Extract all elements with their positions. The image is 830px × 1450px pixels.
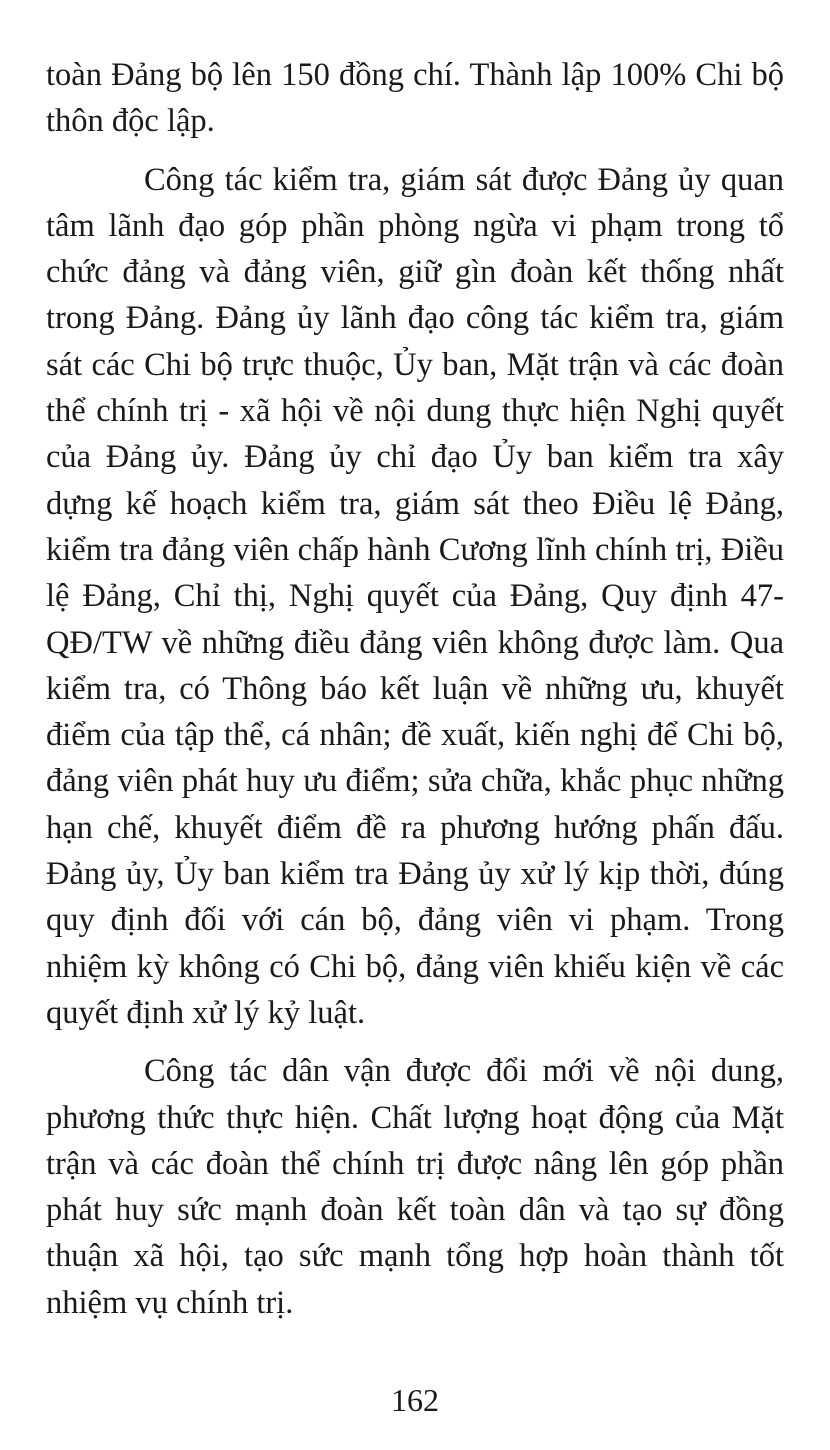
page-body — [46, 52, 784, 1326]
paragraph-mass-mobilization: Công tác dân vận được đổi mới về nội dung, phương thức thực hiện. Chất lượng hoạt động của Mặt trận và các đoàn thể chính trị được nâng lên góp phần phát huy sức mạnh đoàn kết toàn dân và tạo sự đồng thuận xã hội, tạo sức mạnh tổng hợp hoàn thành tốt nhiệm vụ chính trị. — [46, 1053, 784, 1321]
paragraph-continuation: toàn Đảng bộ lên 150 đồng chí. Thành lập 100% Chi bộ thôn độc lập. — [46, 57, 784, 140]
page-number: 162 — [391, 1382, 439, 1418]
paragraph-inspection: Công tác kiểm tra, giám sát được Đảng ủy quan tâm lãnh đạo góp phần phòng ngừa vi phạm trong tổ chức đảng và đảng viên, giữ gìn đoàn kết thống nhất trong Đảng. Đảng ủy lãnh đạo công tác kiểm tra, giám sát các Chi bộ trực thuộc, Ủy ban, Mặt trận và các đoàn thể chính trị - xã hội về nội dung thực hiện Nghị quyết của Đảng ủy. Đảng ủy chỉ đạo Ủy ban kiểm tra xây dựng kế hoạch kiểm tra, giám sát theo Điều lệ Đảng, kiểm tra đảng viên chấp hành Cương lĩnh chính trị, Điều lệ Đảng, Chỉ thị, Nghị quyết của Đảng, Quy định 47-QĐ/TW về những điều đảng viên không được làm. Qua kiểm tra, có Thông báo kết luận về những ưu, khuyết điểm của tập thể, cá nhân; đề xuất, kiến nghị để Chi bộ, đảng viên phát huy ưu điểm; sửa chữa, khắc phục những hạn chế, khuyết điểm đề ra phương hướng phấn đấu. Đảng ủy, Ủy ban kiểm tra Đảng ủy xử lý kịp thời, đúng quy định đối với cán bộ, đảng viên vi phạm. Trong nhiệm kỳ không có Chi bộ, đảng viên khiếu kiện về các quyết định xử lý kỷ luật. — [46, 161, 784, 1031]
